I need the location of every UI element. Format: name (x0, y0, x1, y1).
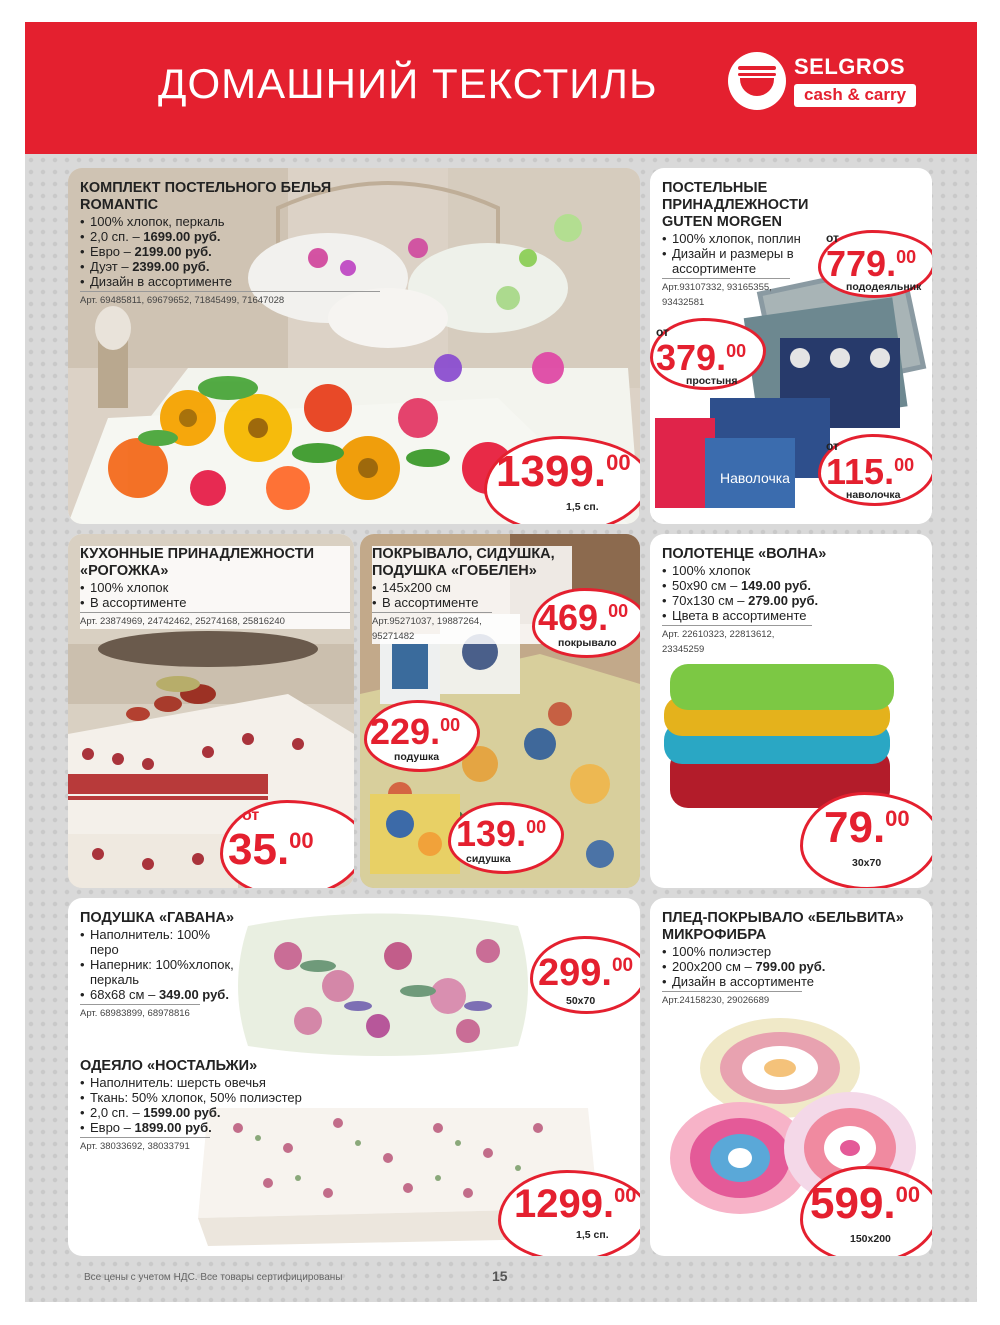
rogozhka-info (80, 546, 350, 629)
bullet: • 100% хлопок, поплин (662, 231, 862, 246)
product-title: ПЛЕД-ПОКРЫВАЛО «БЕЛЬВИТА» МИКРОФИБРА (662, 910, 904, 943)
bullet: • 100% хлопок (80, 580, 350, 595)
price-tag-pillow: 299.00 50х70 (538, 952, 634, 1007)
svg-text:Наволочка: Наволочка (720, 470, 790, 486)
product-title: ПОДУШКА «ГАВАНА» (80, 910, 235, 926)
logo-tagline: cash & carry (794, 84, 916, 107)
bullet: • В ассортименте (80, 595, 350, 610)
logo-brand: SELGROS (794, 54, 906, 79)
product-card-rogozhka[interactable] (68, 534, 354, 888)
price-tag-sheet: от 379.00 простыня (656, 325, 747, 387)
gavana-info (80, 910, 240, 1021)
bullet: • 145х200 см (372, 580, 572, 595)
bullet: • 100% полиэстер (662, 944, 922, 959)
product-card-belvita[interactable] (650, 898, 932, 1256)
price-tag-blanket: 1299.00 1,5 сп. (514, 1182, 637, 1241)
product-card-romantic[interactable] (68, 168, 640, 524)
price-tag-pillowcase: от 115.00 наволочка (826, 439, 915, 501)
price-tag: 1399.00 1,5 сп. (496, 447, 631, 513)
nostalzhi-info (80, 1058, 330, 1154)
pillow-photo (228, 906, 538, 1066)
bullet: • 2,0 сп. – 1699.00 руб. (80, 229, 380, 244)
bullet: • 68х68 см – 349.00 руб. (80, 987, 240, 1002)
bullet: • 100% хлопок (662, 563, 922, 578)
product-title: ПОЛОТЕНЦЕ «ВОЛНА» (662, 546, 827, 562)
bullet: • 100% хлопок, перкаль (80, 214, 380, 229)
bullet: • 200х200 см – 799.00 руб. (662, 959, 922, 974)
bullet: • 2,0 сп. – 1599.00 руб. (80, 1105, 330, 1120)
volna-info (662, 546, 922, 657)
price-tag-seat: 139.00 сидушка (456, 813, 547, 865)
bullet: • Цвета в ассортименте (662, 608, 922, 623)
article-numbers: Арт.95271037, 19887264, 95271482 (372, 612, 492, 644)
price-tag-pillow: 229.00 подушка (370, 711, 461, 763)
product-title: ОДЕЯЛО «НОСТАЛЬЖИ» (80, 1058, 258, 1074)
bullet: • Дуэт – 2399.00 руб. (80, 259, 380, 274)
article-numbers: Арт.24158230, 29026689 (662, 991, 802, 1008)
bullet: • Евро – 2199.00 руб. (80, 244, 380, 259)
footer-note: Все цены с учетом НДС. Все товары сертифицированы (84, 1272, 343, 1283)
product-title: ПОСТЕЛЬНЫЕ ПРИНАДЛЕЖНОСТИ GUTEN MORGEN (662, 180, 809, 230)
product-card-volna[interactable] (650, 534, 932, 888)
page-title: ДОМАШНИЙ ТЕКСТИЛЬ (158, 60, 658, 107)
romantic-info (80, 180, 380, 308)
price-tag-duvet: от 779.00 пододеяльник (826, 231, 922, 293)
bullet: • В ассортименте (372, 595, 572, 610)
article-numbers: Арт. 23874969, 24742462, 25274168, 25816240 (80, 612, 350, 629)
selgros-logo (728, 52, 928, 114)
page-number: 15 (492, 1268, 508, 1284)
bullet: • Дизайн в ассортименте (80, 274, 380, 289)
product-title: КУХОННЫЕ ПРИНАДЛЕЖНОСТИ «РОГОЖКА» (80, 546, 315, 579)
product-card-gobelen[interactable] (360, 534, 640, 888)
bullet: • Наперник: 100%хлопок, перкаль (80, 957, 240, 987)
price-tag-bedspread: 469.00 покрывало (538, 597, 629, 649)
article-numbers: Арт. 68983899, 68978816 (80, 1004, 200, 1021)
logo-icon (728, 52, 786, 110)
article-numbers: Арт. 69485811, 69679652, 71845499, 71647028 (80, 291, 380, 308)
product-card-guten-morgen[interactable] (650, 168, 932, 524)
bullet: • Наполнитель: 100% перо (80, 927, 240, 957)
article-numbers: Арт.93107332, 93165355, 93432581 (662, 278, 790, 310)
price-tag: от 35.00 (228, 807, 314, 874)
product-title: ПОКРЫВАЛО, СИДУШКА, ПОДУШКА «ГОБЕЛЕН» (372, 546, 555, 579)
bullet: • Дизайн в ассортименте (662, 974, 922, 989)
belvita-info (662, 910, 922, 1008)
product-title: КОМПЛЕКТ ПОСТЕЛЬНОГО БЕЛЬЯ ROMANTIC (80, 180, 332, 213)
bullet: • Наполнитель: шерсть овечья (80, 1075, 330, 1090)
bullet: • Евро – 1899.00 руб. (80, 1120, 330, 1135)
article-numbers: Арт. 22610323, 22813612, 23345259 (662, 625, 812, 657)
product-card-pillow-blanket[interactable] (68, 898, 640, 1256)
bullet: • Ткань: 50% хлопок, 50% полиэстер (80, 1090, 330, 1105)
article-numbers: Арт. 38033692, 38033791 (80, 1137, 210, 1154)
price-tag: 599.00 150х200 (810, 1179, 921, 1245)
price-tag: 79.00 30х70 (824, 803, 910, 869)
bullet: • 70х130 см – 279.00 руб. (662, 593, 922, 608)
bullet: • Дизайн и размеры в ассортименте (662, 246, 862, 276)
bullet: • 50х90 см – 149.00 руб. (662, 578, 922, 593)
